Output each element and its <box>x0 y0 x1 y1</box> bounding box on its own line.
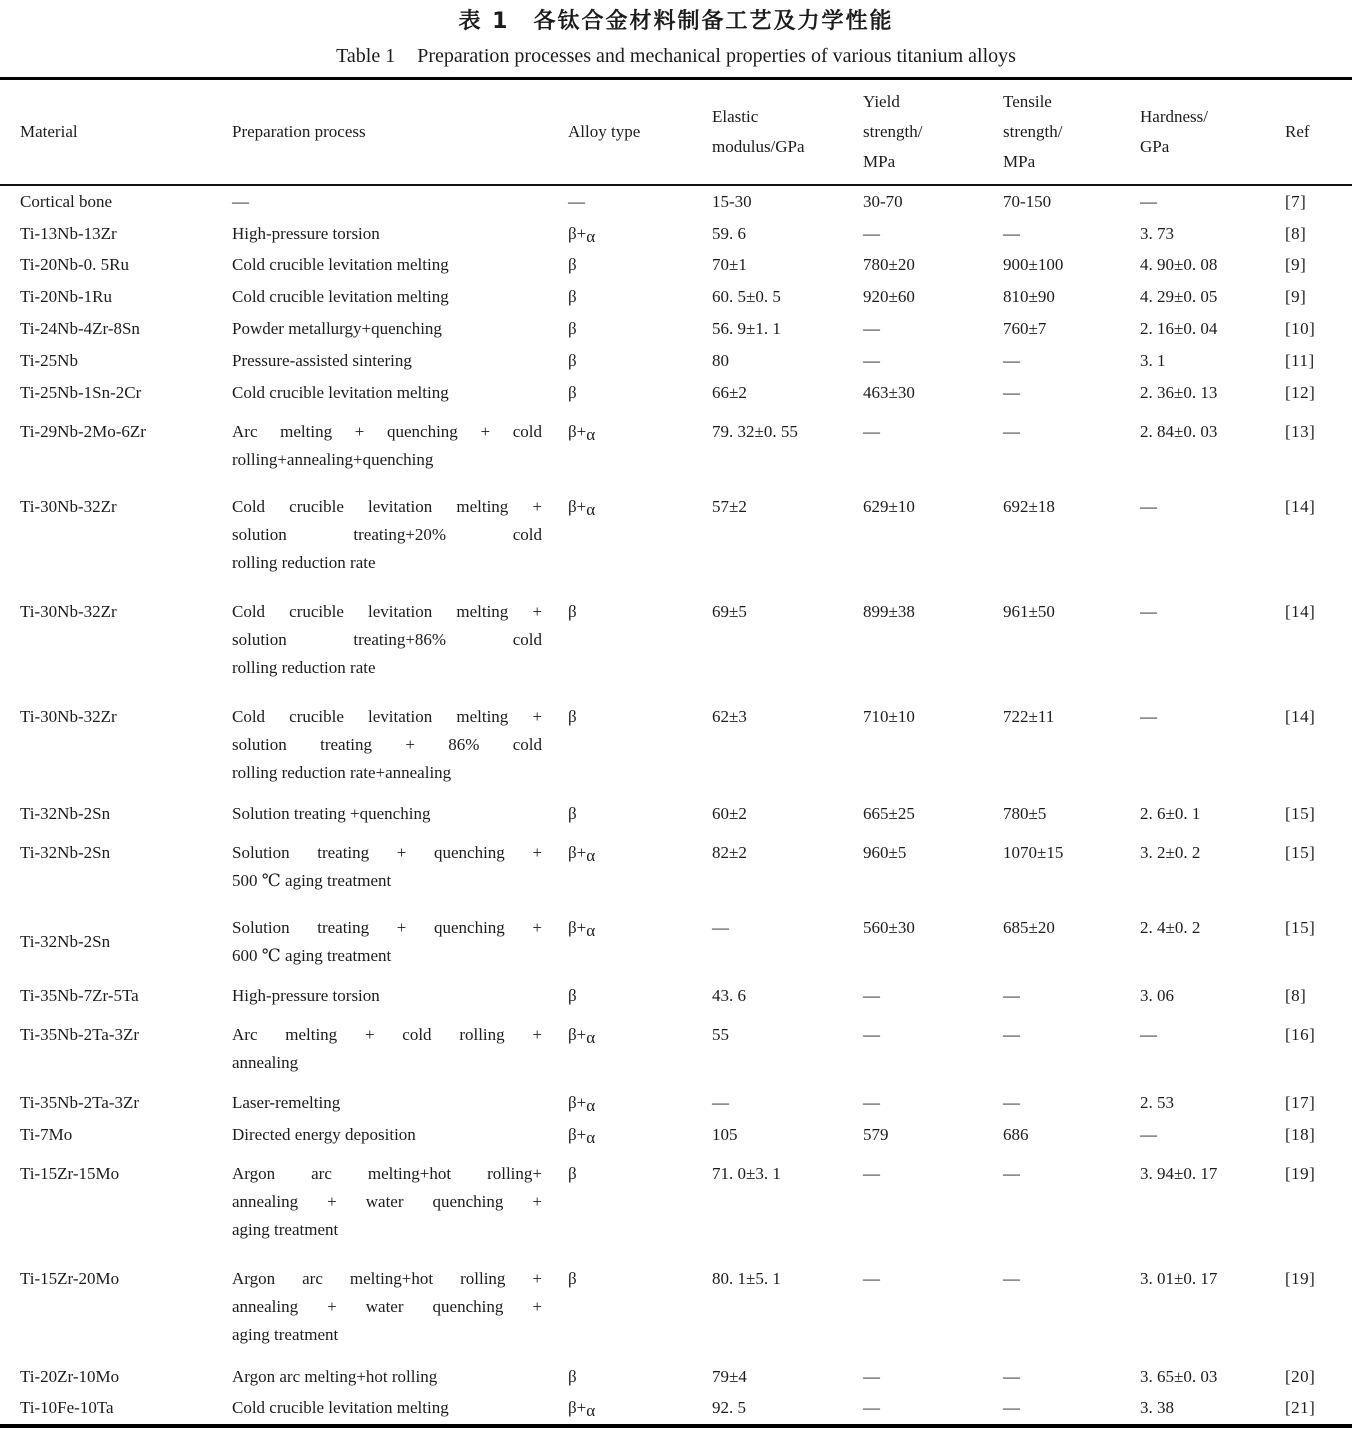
cell-material: Ti-30Nb-32Zr <box>20 496 117 516</box>
cell-ref: [14] <box>1285 601 1316 621</box>
cell-hardness: — <box>1140 191 1157 211</box>
cell-tensile-strength: 900±100 <box>1003 255 1064 275</box>
process-line: solution treating + 86% cold <box>232 734 542 754</box>
cell-preparation-process <box>232 188 568 216</box>
cell-hardness: 4. 90±0. 08 <box>1140 255 1218 275</box>
cell-hardness: — <box>1140 706 1157 726</box>
cell-preparation-process <box>232 598 568 682</box>
cell-material: Ti-32Nb-2Sn <box>20 804 111 824</box>
cell-preparation-process <box>232 1160 568 1244</box>
cell-elastic-modulus: 55 <box>712 1025 729 1045</box>
column-header-line: MPa <box>863 152 896 171</box>
process-line: solution treating+86% cold <box>232 629 542 649</box>
process-line: Argon arc melting+hot rolling <box>232 1366 438 1386</box>
column-header-process <box>232 117 568 147</box>
table-row <box>0 799 1352 831</box>
cell-ref: [18] <box>1285 1124 1316 1144</box>
column-header-line: Tensile <box>1003 92 1052 111</box>
cell-ref: [8] <box>1285 223 1307 243</box>
column-header-yield <box>863 87 1003 177</box>
column-header-line: strength/ <box>863 122 923 141</box>
column-header-line: Yield <box>863 92 900 111</box>
cell-alloy-type: β <box>568 1268 577 1288</box>
table-row <box>0 281 1352 313</box>
cell-preparation-process <box>232 347 568 375</box>
cell-elastic-modulus: 79±4 <box>712 1366 747 1386</box>
cell-tensile-strength: — <box>1003 1093 1020 1113</box>
cell-elastic-modulus: 62±3 <box>712 706 747 726</box>
cell-tensile-strength: — <box>1003 986 1020 1006</box>
cell-yield-strength: — <box>863 986 880 1006</box>
cell-ref: [15] <box>1285 918 1316 938</box>
table-header-row <box>0 80 1352 186</box>
cell-yield-strength: 710±10 <box>863 706 915 726</box>
cell-material: Cortical bone <box>20 191 113 211</box>
cell-material: Ti-20Nb-0. 5Ru <box>20 255 129 275</box>
cell-tensile-strength: — <box>1003 1163 1020 1183</box>
cell-material: Ti-29Nb-2Mo-6Zr <box>20 421 146 441</box>
table-row <box>0 377 1352 409</box>
cell-elastic-modulus: 43. 6 <box>712 986 746 1006</box>
cell-hardness: 3. 06 <box>1140 986 1174 1006</box>
table-row <box>0 1119 1352 1151</box>
table-row <box>0 218 1352 250</box>
cell-alloy-type: β+α <box>568 1093 596 1116</box>
cell-tensile-strength: 692±18 <box>1003 496 1055 516</box>
process-line: Arc melting + quenching + cold <box>232 421 542 441</box>
cell-preparation-process <box>232 493 568 577</box>
cell-ref: [17] <box>1285 1093 1316 1113</box>
process-line: Argon arc melting+hot rolling+ <box>232 1163 542 1183</box>
cell-yield-strength: 560±30 <box>863 918 915 938</box>
cell-preparation-process <box>232 1089 568 1117</box>
alpha-subscript: α <box>586 424 596 444</box>
cell-hardness: — <box>1140 601 1157 621</box>
cell-elastic-modulus: 71. 0±3. 1 <box>712 1163 781 1183</box>
table-body <box>0 186 1352 1424</box>
cell-yield-strength: — <box>863 319 880 339</box>
cell-alloy-type: β <box>568 1366 577 1386</box>
column-header-line: GPa <box>1140 137 1170 156</box>
table-row <box>0 313 1352 345</box>
process-line: 600 ℃ aging treatment <box>232 946 392 966</box>
cell-alloy-type: β <box>568 1163 577 1183</box>
cell-hardness: — <box>1140 1025 1157 1045</box>
cell-tensile-strength: 760±7 <box>1003 319 1047 339</box>
cell-hardness: — <box>1140 496 1157 516</box>
cell-alloy-type: β+α <box>568 421 596 444</box>
process-line: Arc melting + cold rolling + <box>232 1025 542 1045</box>
cell-tensile-strength: 722±11 <box>1003 706 1055 726</box>
process-line: Cold crucible levitation melting + <box>232 706 542 726</box>
cell-tensile-strength: 686 <box>1003 1124 1029 1144</box>
cell-material: Ti-25Nb-1Sn-2Cr <box>20 382 142 402</box>
cell-elastic-modulus: 70±1 <box>712 255 747 275</box>
alpha-subscript: α <box>586 1127 596 1147</box>
cell-material: Ti-35Nb-2Ta-3Zr <box>20 1025 140 1045</box>
cell-hardness: 2. 53 <box>1140 1093 1174 1113</box>
table-row <box>0 905 1352 980</box>
cell-alloy-type: β+α <box>568 843 596 866</box>
table-row <box>0 694 1352 799</box>
cell-material: Ti-24Nb-4Zr-8Sn <box>20 319 140 339</box>
cell-hardness: 3. 1 <box>1140 350 1166 370</box>
cell-alloy-type: β+α <box>568 918 596 941</box>
table-row <box>0 980 1352 1012</box>
cell-hardness: 3. 73 <box>1140 223 1174 243</box>
cell-ref: [19] <box>1285 1268 1316 1288</box>
cell-tensile-strength: 810±90 <box>1003 287 1055 307</box>
column-header-elastic <box>712 102 863 162</box>
process-line: Cold crucible levitation melting <box>232 382 449 402</box>
cell-preparation-process <box>232 1394 568 1422</box>
cell-tensile-strength: 685±20 <box>1003 918 1055 938</box>
cell-ref: [9] <box>1285 255 1307 275</box>
column-header-material <box>20 117 232 147</box>
process-line: solution treating+20% cold <box>232 524 542 544</box>
cell-elastic-modulus: 80. 1±5. 1 <box>712 1268 781 1288</box>
cell-material: Ti-32Nb-2Sn <box>20 843 111 863</box>
cell-material: Ti-32Nb-2Sn <box>20 932 111 952</box>
column-header-line: Alloy type <box>568 122 641 141</box>
cell-tensile-strength: — <box>1003 1366 1020 1386</box>
table-row <box>0 830 1352 905</box>
column-header-line: Preparation process <box>232 122 366 141</box>
column-header-line: modulus/GPa <box>712 137 805 156</box>
cell-preparation-process <box>232 315 568 343</box>
process-line: 500 ℃ aging treatment <box>232 871 392 891</box>
table-row <box>0 484 1352 589</box>
cell-ref: [12] <box>1285 382 1316 402</box>
cell-preparation-process <box>232 839 568 895</box>
cell-elastic-modulus: 79. 32±0. 55 <box>712 421 798 441</box>
cell-ref: [13] <box>1285 421 1316 441</box>
cell-tensile-strength: — <box>1003 421 1020 441</box>
cell-hardness: 2. 36±0. 13 <box>1140 382 1218 402</box>
cell-alloy-type: β <box>568 287 577 307</box>
cell-tensile-strength: — <box>1003 382 1020 402</box>
cell-material: Ti-15Zr-15Mo <box>20 1163 120 1183</box>
cell-elastic-modulus: — <box>712 918 729 938</box>
cell-elastic-modulus: 60. 5±0. 5 <box>712 287 781 307</box>
cell-preparation-process <box>232 251 568 279</box>
cell-elastic-modulus: 82±2 <box>712 843 747 863</box>
cell-alloy-type: β <box>568 804 577 824</box>
cell-ref: [21] <box>1285 1398 1316 1418</box>
cell-ref: [14] <box>1285 496 1316 516</box>
table-row <box>0 409 1352 484</box>
cell-tensile-strength: 780±5 <box>1003 804 1047 824</box>
table-row <box>0 1393 1352 1425</box>
table-row <box>0 345 1352 377</box>
column-header-hardness <box>1140 102 1285 162</box>
cell-alloy-type: — <box>568 191 585 211</box>
cell-material: Ti-25Nb <box>20 350 78 370</box>
cell-alloy-type: β <box>568 986 577 1006</box>
cell-alloy-type: β+α <box>568 496 596 519</box>
cell-yield-strength: 899±38 <box>863 601 915 621</box>
table-row <box>0 250 1352 282</box>
column-header-alloy <box>568 117 712 147</box>
cell-yield-strength: — <box>863 1093 880 1113</box>
cell-preparation-process <box>232 1021 568 1077</box>
cell-tensile-strength: — <box>1003 223 1020 243</box>
cell-preparation-process <box>232 1121 568 1149</box>
cell-elastic-modulus: 105 <box>712 1124 738 1144</box>
cell-yield-strength: — <box>863 1163 880 1183</box>
cell-tensile-strength: — <box>1003 1398 1020 1418</box>
cell-preparation-process <box>232 418 568 474</box>
process-line: aging treatment <box>232 1324 339 1344</box>
cell-ref: [8] <box>1285 986 1307 1006</box>
cell-alloy-type: β+α <box>568 1124 596 1147</box>
cell-ref: [19] <box>1285 1163 1316 1183</box>
column-header-ref <box>1285 117 1352 147</box>
cell-material: Ti-20Zr-10Mo <box>20 1366 120 1386</box>
data-table <box>0 77 1352 1428</box>
process-line: Cold crucible levitation melting <box>232 255 449 275</box>
process-line: annealing <box>232 1053 299 1073</box>
cell-preparation-process <box>232 220 568 248</box>
cell-tensile-strength: 70-150 <box>1003 191 1052 211</box>
process-line: annealing + water quenching + <box>232 1296 542 1316</box>
column-header-line: strength/ <box>1003 122 1063 141</box>
table-row <box>0 1256 1352 1361</box>
cell-yield-strength: 629±10 <box>863 496 915 516</box>
cell-yield-strength: 579 <box>863 1124 889 1144</box>
cell-material: Ti-13Nb-13Zr <box>20 223 117 243</box>
process-line: aging treatment <box>232 1219 339 1239</box>
cell-yield-strength: 665±25 <box>863 804 915 824</box>
cell-preparation-process <box>232 703 568 787</box>
cell-ref: [11] <box>1285 350 1315 370</box>
table-title-zh: 表 1 各钛合金材料制备工艺及力学性能 <box>458 9 894 34</box>
cell-preparation-process <box>232 800 568 828</box>
table-row <box>0 1012 1352 1087</box>
table-row <box>0 1151 1352 1256</box>
cell-yield-strength: — <box>863 223 880 243</box>
process-line: rolling reduction rate <box>232 552 376 572</box>
cell-tensile-strength: — <box>1003 350 1020 370</box>
table-row <box>0 186 1352 218</box>
cell-hardness: 3. 38 <box>1140 1398 1174 1418</box>
cell-yield-strength: — <box>863 1398 880 1418</box>
alpha-subscript: α <box>586 1401 596 1421</box>
process-line: Cold crucible levitation melting + <box>232 601 542 621</box>
cell-material: Ti-20Nb-1Ru <box>20 287 112 307</box>
cell-alloy-type: β+α <box>568 1025 596 1048</box>
cell-alloy-type: β <box>568 255 577 275</box>
cell-ref: [10] <box>1285 319 1316 339</box>
cell-hardness: 2. 16±0. 04 <box>1140 319 1218 339</box>
cell-elastic-modulus: 15-30 <box>712 191 752 211</box>
cell-material: Ti-35Nb-7Zr-5Ta <box>20 986 139 1006</box>
cell-preparation-process <box>232 914 568 970</box>
cell-preparation-process <box>232 379 568 407</box>
cell-preparation-process <box>232 283 568 311</box>
column-header-line: Elastic <box>712 107 759 126</box>
cell-alloy-type: β <box>568 706 577 726</box>
table-number-label: Table 1 <box>336 45 396 67</box>
cell-tensile-strength: 961±50 <box>1003 601 1055 621</box>
column-header-line: MPa <box>1003 152 1036 171</box>
cell-elastic-modulus: 57±2 <box>712 496 747 516</box>
alpha-subscript: α <box>586 499 596 519</box>
cell-yield-strength: — <box>863 1025 880 1045</box>
cell-hardness: 4. 29±0. 05 <box>1140 287 1218 307</box>
cell-elastic-modulus: 60±2 <box>712 804 747 824</box>
process-line: Argon arc melting+hot rolling + <box>232 1268 542 1288</box>
cell-hardness: 3. 2±0. 2 <box>1140 843 1201 863</box>
process-line: Solution treating + quenching + <box>232 918 542 938</box>
process-line: rolling reduction rate+annealing <box>232 762 452 782</box>
process-line: — <box>232 191 249 211</box>
cell-ref: [15] <box>1285 843 1316 863</box>
alpha-subscript: α <box>586 1096 596 1116</box>
cell-elastic-modulus: 66±2 <box>712 382 747 402</box>
cell-alloy-type: β <box>568 601 577 621</box>
cell-hardness: 2. 6±0. 1 <box>1140 804 1201 824</box>
cell-elastic-modulus: 59. 6 <box>712 223 746 243</box>
process-line: Cold crucible levitation melting <box>232 287 449 307</box>
process-line: Pressure-assisted sintering <box>232 350 412 370</box>
cell-yield-strength: 780±20 <box>863 255 915 275</box>
cell-hardness: — <box>1140 1124 1157 1144</box>
process-line: Cold crucible levitation melting <box>232 1398 449 1418</box>
cell-ref: [15] <box>1285 804 1316 824</box>
cell-hardness: 2. 4±0. 2 <box>1140 918 1201 938</box>
cell-tensile-strength: — <box>1003 1268 1020 1288</box>
cell-yield-strength: — <box>863 1366 880 1386</box>
cell-yield-strength: — <box>863 1268 880 1288</box>
cell-elastic-modulus: 56. 9±1. 1 <box>712 319 781 339</box>
table-row <box>0 589 1352 694</box>
cell-preparation-process <box>232 1265 568 1349</box>
cell-alloy-type: β+α <box>568 223 596 246</box>
cell-alloy-type: β <box>568 382 577 402</box>
cell-yield-strength: 30-70 <box>863 191 903 211</box>
cell-ref: [20] <box>1285 1366 1316 1386</box>
column-header-tensile <box>1003 87 1140 177</box>
process-line: rolling+annealing+quenching <box>232 449 434 469</box>
cell-yield-strength: 463±30 <box>863 382 915 402</box>
cell-alloy-type: β <box>568 319 577 339</box>
cell-material: Ti-15Zr-20Mo <box>20 1268 120 1288</box>
cell-ref: [14] <box>1285 706 1316 726</box>
process-line: rolling reduction rate <box>232 657 376 677</box>
cell-ref: [9] <box>1285 287 1307 307</box>
process-line: Solution treating + quenching + <box>232 843 542 863</box>
process-line: Cold crucible levitation melting + <box>232 496 542 516</box>
cell-ref: [7] <box>1285 191 1307 211</box>
cell-alloy-type: β <box>568 350 577 370</box>
table-row <box>0 1361 1352 1393</box>
cell-ref: [16] <box>1285 1025 1316 1045</box>
cell-elastic-modulus: 80 <box>712 350 729 370</box>
process-line: High-pressure torsion <box>232 986 380 1006</box>
alpha-subscript: α <box>586 846 596 866</box>
cell-yield-strength: 920±60 <box>863 287 915 307</box>
cell-preparation-process <box>232 1363 568 1391</box>
cell-yield-strength: — <box>863 421 880 441</box>
cell-material: Ti-30Nb-32Zr <box>20 706 117 726</box>
cell-yield-strength: 960±5 <box>863 843 907 863</box>
process-line: Directed energy deposition <box>232 1124 416 1144</box>
cell-elastic-modulus: — <box>712 1093 729 1113</box>
cell-hardness: 3. 94±0. 17 <box>1140 1163 1218 1183</box>
process-line: Laser-remelting <box>232 1093 341 1113</box>
cell-tensile-strength: 1070±15 <box>1003 843 1064 863</box>
alpha-subscript: α <box>586 921 596 941</box>
cell-material: Ti-35Nb-2Ta-3Zr <box>20 1093 140 1113</box>
process-line: annealing + water quenching + <box>232 1191 542 1211</box>
process-line: Solution treating +quenching <box>232 804 431 824</box>
cell-elastic-modulus: 92. 5 <box>712 1398 746 1418</box>
cell-hardness: 3. 65±0. 03 <box>1140 1366 1218 1386</box>
table-title-en-text: Preparation processes and mechanical properties of various titanium alloys <box>417 45 1016 67</box>
column-header-line: Hardness/ <box>1140 107 1208 126</box>
cell-hardness: 2. 84±0. 03 <box>1140 421 1218 441</box>
cell-material: Ti-10Fe-10Ta <box>20 1398 114 1418</box>
alpha-subscript: α <box>586 1028 596 1048</box>
alpha-subscript: α <box>586 226 596 246</box>
cell-tensile-strength: — <box>1003 1025 1020 1045</box>
cell-hardness: 3. 01±0. 17 <box>1140 1268 1218 1288</box>
cell-material: Ti-7Mo <box>20 1124 73 1144</box>
table-row <box>0 1087 1352 1119</box>
table-title-en <box>0 42 1352 70</box>
cell-elastic-modulus: 69±5 <box>712 601 747 621</box>
process-line: Powder metallurgy+quenching <box>232 319 442 339</box>
column-header-line: Material <box>20 122 78 141</box>
cell-yield-strength: — <box>863 350 880 370</box>
cell-preparation-process <box>232 982 568 1010</box>
cell-material: Ti-30Nb-32Zr <box>20 601 117 621</box>
column-header-line: Ref <box>1285 122 1310 141</box>
cell-alloy-type: β+α <box>568 1398 596 1421</box>
process-line: High-pressure torsion <box>232 223 380 243</box>
